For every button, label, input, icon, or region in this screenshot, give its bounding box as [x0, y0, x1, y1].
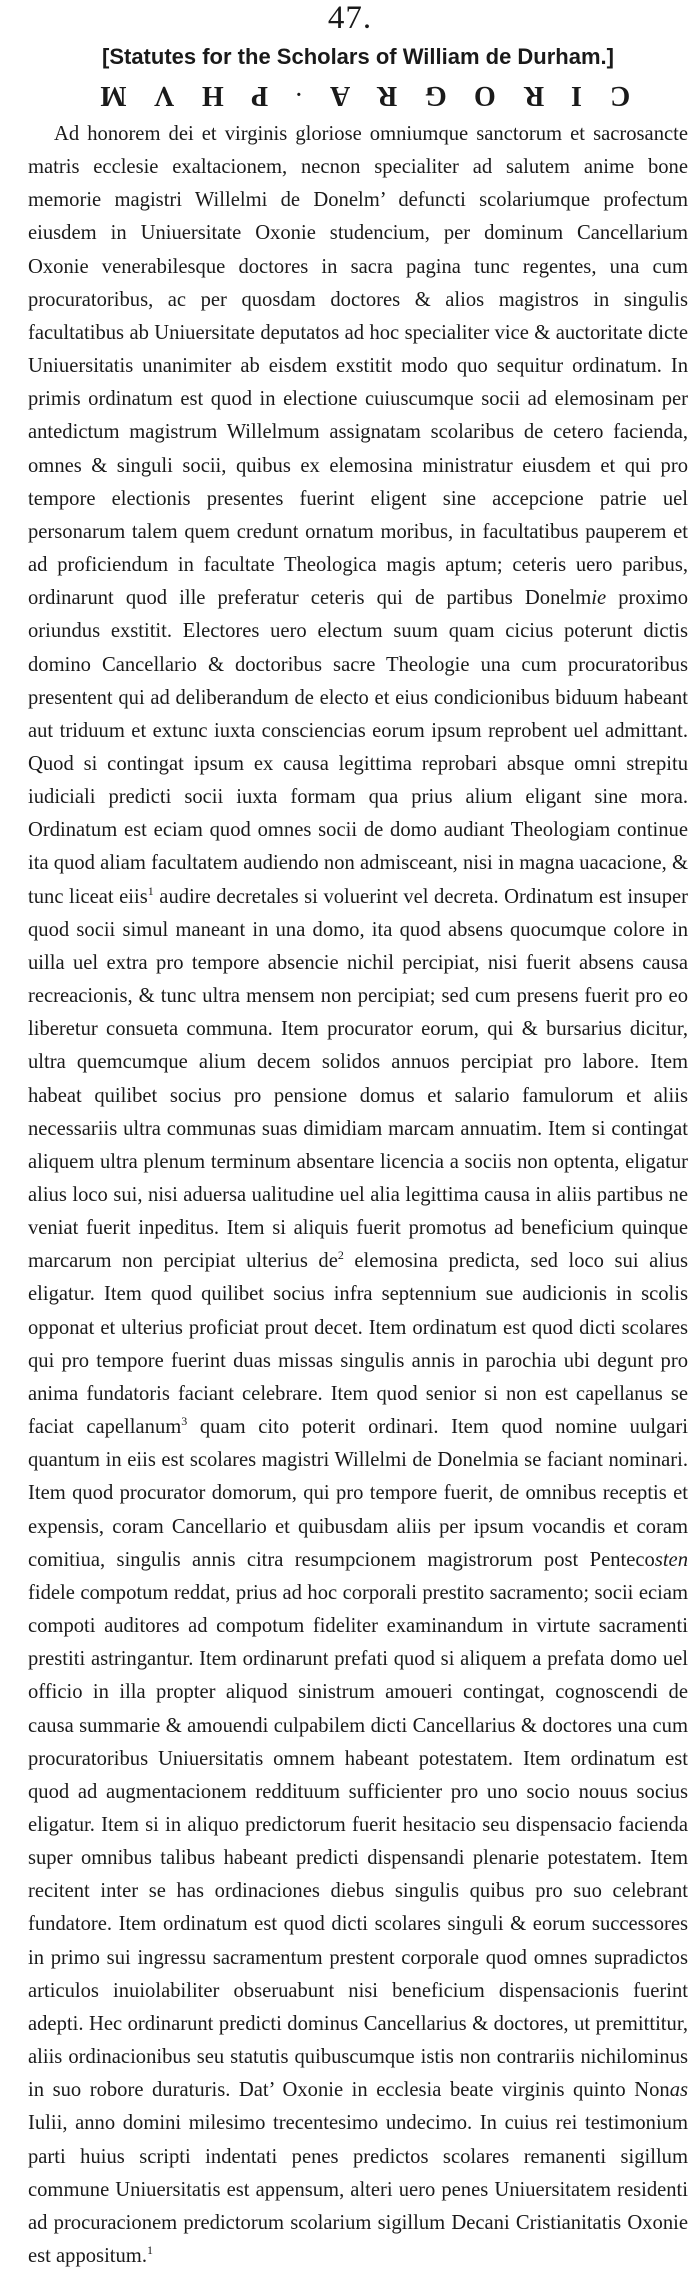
- cirographum-letter: H: [201, 80, 224, 111]
- cirographum-letter: V: [153, 80, 175, 111]
- cirographum-inverted-heading: [100, 78, 630, 112]
- footnote-marker: 1: [146, 2243, 153, 2258]
- statute-body: [28, 118, 688, 2273]
- cirographum-letter: R: [377, 80, 398, 111]
- cirographum-letter: G: [425, 80, 447, 111]
- statute-heading: [Statutes for the Scholars of William de Durham.]: [102, 44, 614, 69]
- footnote-marker: 3: [181, 1414, 188, 1429]
- text-segment: fidele compotum reddat, prius ad hoc corporali prestito sacramento; socii eciam compoti auditores ad compotum fideliter examinandum in virtute sacramenti prestiti astringantur. Item ordinarunt prefati quod si aliquem a prefata domo uel officio in illa propter aliquod sinistrum amoueri contingat, cognoscendi de causa summarie & amouendi culpabilem dicti Cancellarius & doctores una cum procuratoribus Uniuersitatis omnem habeant potestatem. Item ordinatum est quod ad augmentacionem reddituum sufficienter pro uno socio nouus socius eligatur. Item si in aliquo predictorum fuerit hesitacio seu dispensacio facienda super omnibus talibus habeant predicti dispensandi plenarie potestatem. Item recitent inter se has ordinaciones diebus singulis quibus pro suo celebrant fundatore. Item ordinatum est quod dicti scolares singuli & eorum successores in primo sui ingressu sacramentum prestent corporale quod omnes supradictos articulos inuiolabiliter obseruabunt nisi beneficium dispensacionis fuerint adepti. Hec ordinarunt predicti dominus Cancellarius & doctores, ut premittitur, aliis ordinacionibus seu statutis quibuscumque istis non contrariis nichilominus in suo robore duraturis. Dat’ Oxonie in ecclesia beate virginis quinto Non: [28, 1581, 688, 2102]
- text-segment: Iulii, anno domini milesimo trecentesimo undecimo. In cuius rei testimonium parti huius scripti indentati penes predictos scolares remanenti sigillum commune Uniuersitatis est appensum, alteri uero penes Uniuersitatem residenti ad procuracionem predictorum scolarium sigillum Decani Cristianitatis Oxonie est appositum.: [28, 2112, 688, 2267]
- cirographum-letter: C: [609, 80, 630, 111]
- text-segment: elemosina predicta, sed loco sui alius eligatur. Item quod quilibet socius infra septennium sue audicionis in scolis opponat et ulterius proficiat prout decet. Item ordinatum est quod dicti scolares qui pro tempore fuerint duas missas singulis annis in parochia ubi degunt pro anima fundatoris faciant celebrare. Item quod senior si non est capellanus se faciat capellanum: [28, 1250, 689, 1439]
- cirographum-letter: P: [250, 80, 269, 111]
- footnote-marker: 2: [337, 1248, 344, 1263]
- cirographum-separator: ·: [295, 84, 303, 106]
- cirographum-letter: M: [100, 80, 127, 111]
- text-segment: audire decretales si voluerint vel decreta. Ordinatum est insuper quod socii simul maneant in una domo, ita quod absens quocumque colore in uilla uel extra pro tempore absencie nichil percipiat, nisi fuerit absens causa recreacionis, & tunc ultra mensem non percipiat; sed cum presens fuerit pro eo liberetur consueta communa. Item procurator eorum, qui & bursarius dicitur, ultra quemcumque alium decem solidos annuos percipiat pro labore. Item habeat quilibet socius pro pensione domus et salario famulorum et aliis necessariis ultra communas suas dimidiam marcam annuatim. Item si contingat aliquem ultra plenum terminum absentare licencia a sociis non optenta, eligatur alius loco sui, nisi aduersa ualitudine uel alia legittima causa in aliis partibus ne veniat fuerit inpeditus. Item si aliquis fuerit promotus ad beneficium quinque marcarum non percipiat ulterius de: [28, 885, 689, 1273]
- cirographum-letter: R: [523, 80, 544, 111]
- cirographum-letter: A: [329, 80, 350, 111]
- cirographum-letter: O: [474, 80, 497, 111]
- statute-paragraph: [28, 118, 688, 2273]
- italic-suffix: ie: [591, 587, 607, 610]
- text-segment: proximo oriundus exstitit. Electores uero electum suum quam cicius poterunt dictis domino Cancellario & doctoribus sacre Theologie una cum procuratoribus presentent qui ad deliberandum de electo et eius condicionibus biduum habeant aut triduum et extunc iuxta consciencias eorum ipsum reprobent uel admittant. Quod si contingat ipsum ex causa legittima reprobari absque omni strepitu iudiciali predicti socii iuxta formam qua prius alium eligant sine mora. Ordinatum est eciam quod omnes socii de domo audiant Theologiam continue ita quod aliam facultatem audiendo non admisceant, nisi in magna uacacione, & tunc liceat eiis: [28, 587, 688, 908]
- cirographum-letter: I: [571, 80, 583, 111]
- text-segment: Ad honorem dei et virginis gloriose omniumque sanctorum et sacrosancte matris ecclesie exaltacionem, necnon specialiter ad salutem anime bone memorie magistri Willelmi de Donelm’ defuncti scolariumque profectum eiusdem in Uniuersitate Oxonie studencium, per dominum Cancellarium Oxonie venerabilesque doctores in sacra pagina tunc regentes, una cum procuratoribus, ac per quosdam doctores & alios magistros in singulis facultatibus ab Uniuersitate deputatos ad hoc specialiter vice & auctoritate dicte Uniuersitatis unanimiter ab eisdem exstitit modo quo sequitur ordinatum. In primis ordinatum est quod in electione cuiuscumque socii ad elemosinam per antedictum magistrum Willelmum assignatam scolaribus de cetero facienda, omnes & singuli socii, quibus ex elemosina ministratur eiusdem et qui pro tempore electionis presentes fuerint eligent sine accepcione patrie uel personarum talem quem credunt ornatum moribus, in facultatibus pauperem et ad proficiendum in facultate Theologica magis aptum; ceteris uero paribus, ordinarunt quod ille preferatur ceteris qui de partibus Donelm: [28, 123, 688, 610]
- italic-suffix: sten: [654, 1548, 688, 1571]
- italic-suffix: as: [669, 2079, 688, 2102]
- text-segment: quam cito poterit ordinari. Item quod nomine uulgari quantum in eiis est scolares magistri Willelmi de Donelmia se faciant nominari. Item quod procurator domorum, qui pro tempore fuerit, de omnibus receptis et expensis, coram Cancellario et quibusdam aliis per ipsum vocandis et coram comitiua, singulis annis citra resumpcionem magistrorum post Penteco: [28, 1416, 688, 1571]
- footnote-marker: 1: [147, 883, 154, 898]
- page-number: 47.: [327, 0, 373, 36]
